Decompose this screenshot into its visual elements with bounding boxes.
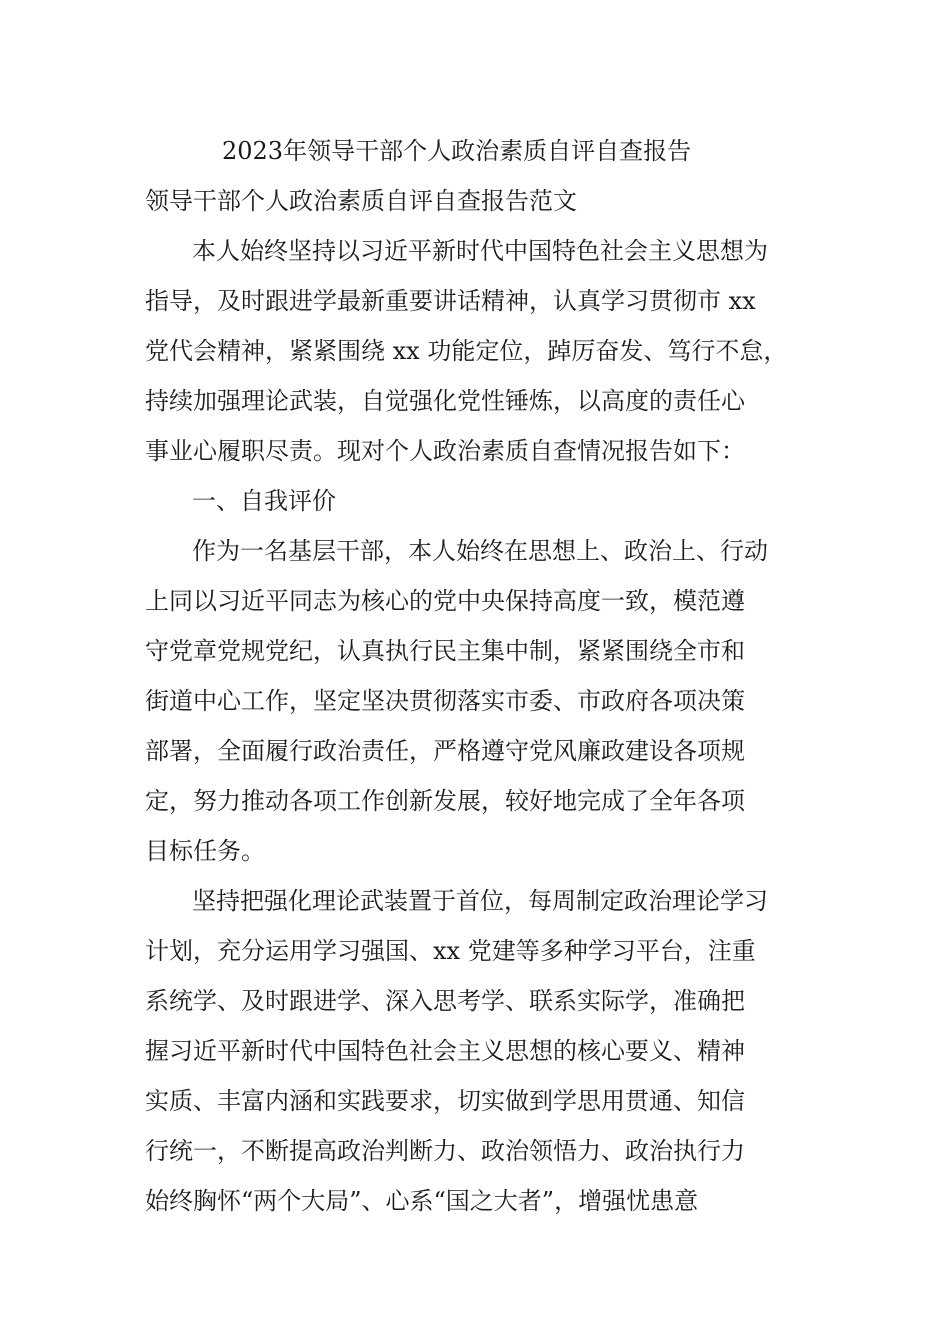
paragraph-line: 街道中心工作，坚定坚决贯彻落实市委、市政府各项决策: [145, 687, 745, 715]
paragraph-line: 持续加强理论武装，自觉强化党性锤炼，以高度的责任心: [145, 387, 745, 415]
paragraph-line: 行统一，不断提高政治判断力、政治领悟力、政治执行力: [145, 1137, 745, 1165]
paragraph-line: 计划，充分运用学习强国、xx 党建等多种学习平台，注重: [145, 937, 756, 965]
paragraph-line: 事业心履职尽责。现对个人政治素质自查情况报告如下：: [145, 437, 745, 465]
section-heading: 一、自我评价: [192, 487, 336, 515]
paragraph-line: 守党章党规党纪，认真执行民主集中制，紧紧围绕全市和: [145, 637, 745, 665]
paragraph-line: 部署，全面履行政治责任，严格遵守党风廉政建设各项规: [145, 737, 745, 765]
paragraph-line: 指导，及时跟进学最新重要讲话精神，认真学习贯彻市 xx: [145, 287, 756, 315]
paragraph-line: 实质、丰富内涵和实践要求，切实做到学思用贯通、知信: [145, 1087, 745, 1115]
paragraph-line: 坚持把强化理论武装置于首位，每周制定政治理论学习: [192, 887, 768, 915]
paragraph-line: 本人始终坚持以习近平新时代中国特色社会主义思想为: [192, 237, 768, 265]
paragraph-line: 上同以习近平同志为核心的党中央保持高度一致，模范遵: [145, 587, 745, 615]
paragraph-line: 作为一名基层干部，本人始终在思想上、政治上、行动: [192, 537, 768, 565]
document-title: 2023年领导干部个人政治素质自评自查报告: [222, 137, 692, 165]
paragraph-line: 目标任务。: [145, 837, 265, 865]
paragraph-line: 定，努力推动各项工作创新发展，较好地完成了全年各项: [145, 787, 745, 815]
paragraph-line: 党代会精神，紧紧围绕 xx 功能定位，踔厉奋发、笃行不怠，: [145, 337, 788, 365]
paragraph-line: 系统学、及时跟进学、深入思考学、联系实际学，准确把: [145, 987, 745, 1015]
document-subtitle: 领导干部个人政治素质自评自查报告范文: [145, 187, 577, 215]
paragraph-line: 握习近平新时代中国特色社会主义思想的核心要义、精神: [145, 1037, 745, 1065]
paragraph-line: 始终胸怀“两个大局”、心系“国之大者”，增强忧患意: [145, 1187, 699, 1215]
